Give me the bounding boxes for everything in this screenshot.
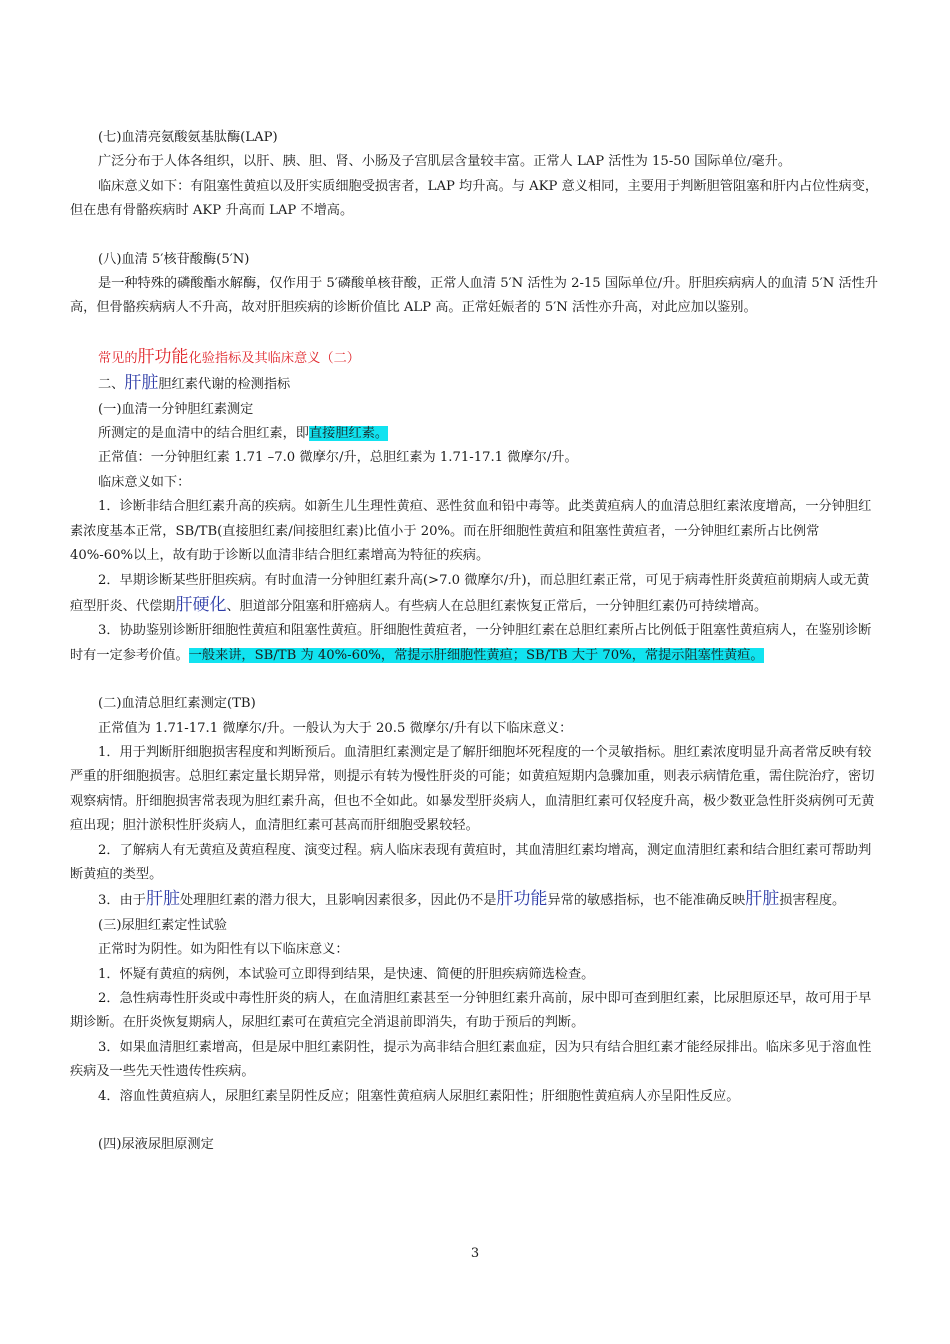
keyword-link-liver-function[interactable]: 肝功能 — [496, 889, 548, 910]
paragraph: 正常值：一分钟胆红素 1.71 –7.0 微摩尔/升，总胆红素为 1.71-17.1 微摩尔/升。 — [98, 450, 578, 466]
s3-heading: (三)尿胆红素定性试验 — [98, 917, 227, 933]
text: 所测定的是血清中的结合胆红素，即 — [98, 426, 309, 442]
document-body — [70, 126, 880, 1157]
title-text: 化验指标及其临床意义（二） — [188, 350, 360, 366]
list-item: 1．诊断非结合胆红素升高的疾病。如新生儿生理性黄疸、恶性贫血和铅中毒等。此类黄疸病人的血清总胆红素浓度增高，一分钟胆红素浓度基本正常，SB/TB(直接胆红素/间接胆红素)比值小于 20%。而在肝细胞性黄疸和阻塞性黄疸者，一分钟胆红素所占比例常 40%-60%以上，故有助于诊断以血清非结合胆红素增高为特征的疾病。 — [70, 499, 872, 564]
text: 处理胆红素的潜力很大，且影响因素很多，因此仍不是 — [179, 893, 497, 909]
section-title — [70, 345, 880, 371]
list-item: 1．用于判断肝细胞损害程度和判断预后。血清胆红素测定是了解肝细胞坏死程度的一个灵敏指标。胆红素浓度明显升高者常反映有较严重的肝细胞损害。总胆红素定量长期异常，则提示有转为慢性肝炎的可能；如黄疸短期内急骤加重，则表示病情危重，需住院治疗，密切观察病情。肝细胞损害常表现为胆红素升高，但也不全如此。如暴发型肝炎病人，血清胆红素可仅轻度升高，极少数亚急性肝炎病例可无黄疸出现；胆汁淤积性肝炎病人，血清胆红素可甚高而肝细胞受累较轻。 — [70, 744, 875, 834]
paragraph: 正常值为 1.71-17.1 微摩尔/升。一般认为大于 20.5 微摩尔/升有以下临床意义： — [98, 720, 573, 736]
paragraph: 临床意义如下：有阻塞性黄疸以及肝实质细胞受损害者，LAP 均升高。与 AKP 意义相同，主要用于判断胆管阻塞和肝内占位性病变，但在患有骨骼疾病时 AKP 升高而 LAP 不增高。 — [70, 178, 879, 219]
paragraph: 是一种特殊的磷酸酯水解酶，仅作用于 5′磷酸单核苷酸，正常人血清 5′N 活性为 2-15 国际单位/升。肝胆疾病病人的血清 5′N 活性升高，但骨骼疾病病人不升高，故对肝胆疾病的诊断价值比 ALP 高。正常妊娠者的 5′N 活性亦升高，对此应加以鉴别。 — [70, 276, 879, 316]
s2-heading: (二)血清总胆红素测定(TB) — [98, 696, 256, 712]
title-text: 二、 — [98, 377, 125, 393]
paragraph: 临床意义如下： — [98, 474, 191, 490]
paragraph — [70, 422, 880, 446]
keyword-link-liver[interactable]: 肝脏 — [124, 373, 159, 394]
text: 3．由于 — [98, 893, 146, 909]
keyword-link-cirrhosis[interactable]: 肝硬化 — [175, 594, 227, 615]
text: 、胆道部分阻塞和肝癌病人。有些病人在总胆红素恢复正常后，一分钟胆红素仍可持续增高。 — [226, 598, 768, 614]
s4-heading: (四)尿液尿胆原测定 — [98, 1137, 214, 1153]
highlighted-text: 一般来讲，SB/TB 为 40%-60%，常提示肝细胞性黄疸；SB/TB 大于 70%，常提示阻塞性黄疸。 — [188, 647, 764, 663]
paragraph: 正常时为阴性。如为阳性有以下临床意义： — [98, 942, 349, 958]
list-item: 4．溶血性黄疸病人，尿胆红素呈阴性反应；阻塞性黄疸病人尿胆红素阳性；肝细胞性黄疸病人亦呈阳性反应。 — [98, 1088, 740, 1104]
page-number: 3 — [470, 1246, 480, 1261]
keyword-link-liver[interactable]: 肝脏 — [145, 889, 180, 910]
text: 损害程度。 — [779, 893, 846, 909]
n5-heading: (八)血清 5′核苷酸酶(5′N) — [98, 251, 250, 267]
paragraph: 广泛分布于人体各组织，以肝、胰、胆、肾、小肠及子宫肌层含量较丰富。正常人 LAP 活性为 15-50 国际单位/毫升。 — [98, 154, 792, 170]
list-item: 1．怀疑有黄疸的病例，本试验可立即得到结果，是快速、简便的肝胆疾病筛选检查。 — [98, 966, 595, 982]
keyword-link-liver[interactable]: 肝脏 — [745, 889, 780, 910]
list-item: 2．急性病毒性肝炎或中毒性肝炎的病人，在血清胆红素甚至一分钟胆红素升高前，尿中即可查到胆红素，比尿胆原还早，故可用于早期诊断。在肝炎恢复期病人，尿胆红素可在黄疸完全消退前即消失，有助于预后的判断。 — [70, 991, 872, 1031]
text: 2．早期诊断某些肝胆疾病。有时血清一分钟胆红素升高(>7.0 微摩尔/升)，而总胆红素正常，可见于病毒性肝炎黄疸前期病人或无黄疸型肝炎、代偿期 — [70, 572, 870, 614]
title-link-liver-function[interactable]: 肝功能 — [137, 346, 189, 367]
s1-heading: (一)血清一分钟胆红素测定 — [98, 401, 254, 417]
subsection-title — [70, 371, 880, 397]
list-item — [70, 887, 880, 913]
highlighted-text: 直接胆红素。 — [309, 426, 389, 442]
title-text: 胆红素代谢的检测指标 — [158, 377, 291, 393]
text: 3．协助鉴别诊断肝细胞性黄疸和阻塞性黄疸。肝细胞性黄疸者，一分钟胆红素在总胆红素所占比例低于阻塞性黄疸病人，在鉴别诊断时有一定参考价值。 — [70, 623, 872, 663]
list-item — [70, 569, 880, 620]
text: 异常的敏感指标，也不能准确反映 — [547, 893, 746, 909]
list-item: 2．了解病人有无黄疸及黄疸程度、演变过程。病人临床表现有黄疸时，其血清胆红素均增高，测定血清胆红素和结合胆红素可帮助判断黄疸的类型。 — [70, 842, 872, 882]
title-text: 常见的 — [98, 350, 138, 366]
list-item: 3．如果血清胆红素增高，但是尿中胆红素阴性，提示为高非结合胆红素血症，因为只有结合胆红素才能经尿排出。临床多见于溶血性疾病及一些先天性遗传性疾病。 — [70, 1039, 872, 1080]
lap-heading: (七)血清亮氨酸氨基肽酶(LAP) — [98, 130, 278, 145]
list-item — [70, 619, 880, 668]
